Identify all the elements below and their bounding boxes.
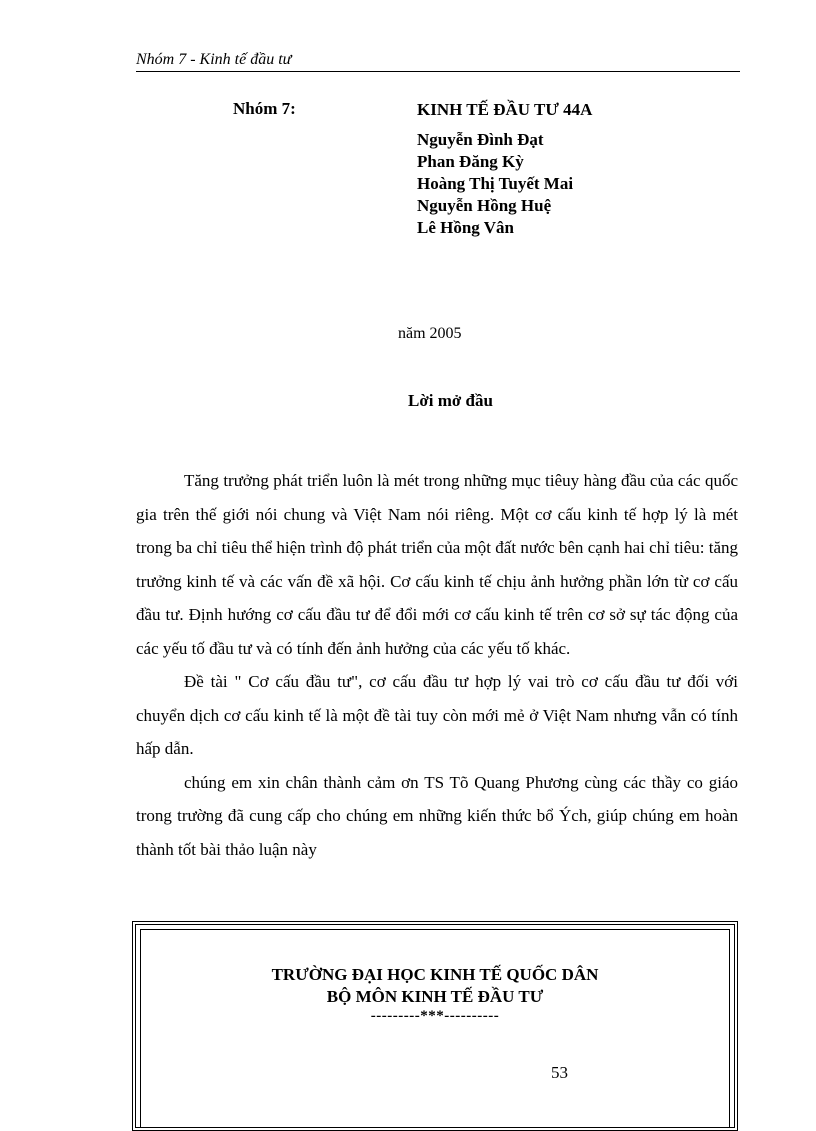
member-name: Nguyễn Hồng Huệ — [417, 196, 552, 215]
paragraph: Đề tài " Cơ cấu đầu tư", cơ cấu đầu tư hợp lý vai trò cơ cấu đầu tư đối với chuyển dịch cơ cấu kinh tế là một đề tài tuy còn mới mẻ ở Việt Nam nhưng vẫn có tính hấp dẫn. — [136, 672, 738, 758]
member-name: Lê Hồng Vân — [417, 218, 514, 237]
department-name: BỘ MÔN KINH TẾ ĐẦU TƯ — [326, 987, 544, 1006]
page-number: 53 — [551, 1063, 568, 1082]
year-label: năm 2005 — [398, 325, 462, 342]
member-name: Hoàng Thị Tuyết Mai — [417, 174, 574, 193]
class-name: KINH TẾ ĐẦU TƯ 44A — [417, 100, 593, 119]
section-title: Lời mở đầu — [408, 391, 493, 410]
cover-inner-frame — [140, 929, 730, 1127]
separator: ---------***---------- — [370, 1008, 500, 1024]
paragraph: Tăng trưởng phát triển luôn là mét trong những mục tiêuy hàng đầu của các quốc gia trên thế giới nói chung và Việt Nam nói riêng. Một cơ cấu kinh tế hợp lý là mét trong ba chỉ tiêu thể hiện trình độ phát triển của một đất nước bên cạnh hai chỉ tiêu: tăng trưởng kinh tế và các vấn đề xã hội. Cơ cấu kinh tế chịu ảnh hưởng phần lớn từ cơ cấu đầu tư. Định hướng cơ cấu đầu tư để đổi mới cơ cấu kinh tế trên cơ sở sự tác động của các yếu tố đầu tư và có tính đến ảnh hưởng của các yếu tố khác. — [136, 471, 738, 658]
body-text — [136, 464, 738, 866]
university-heading — [141, 964, 729, 1008]
member-list — [417, 99, 592, 239]
cover-page-frame — [132, 921, 738, 1131]
paragraph: chúng em xin chân thành cảm ơn TS Tõ Quang Phương cùng các thầy co giáo trong trường đã cung cấp cho chúng em những kiến thức bổ Ých, giúp chúng em hoàn thành tốt bài thảo luận này — [136, 772, 738, 859]
running-header: Nhóm 7 - Kinh tế đầu tư — [136, 50, 740, 72]
university-name: TRƯỜNG ĐẠI HỌC KINH TẾ QUỐC DÂN — [271, 965, 599, 984]
group-label: Nhóm 7: — [233, 99, 296, 118]
member-name: Nguyễn Đình Đạt — [417, 130, 544, 149]
member-name: Phan Đăng Kỳ — [417, 152, 524, 171]
